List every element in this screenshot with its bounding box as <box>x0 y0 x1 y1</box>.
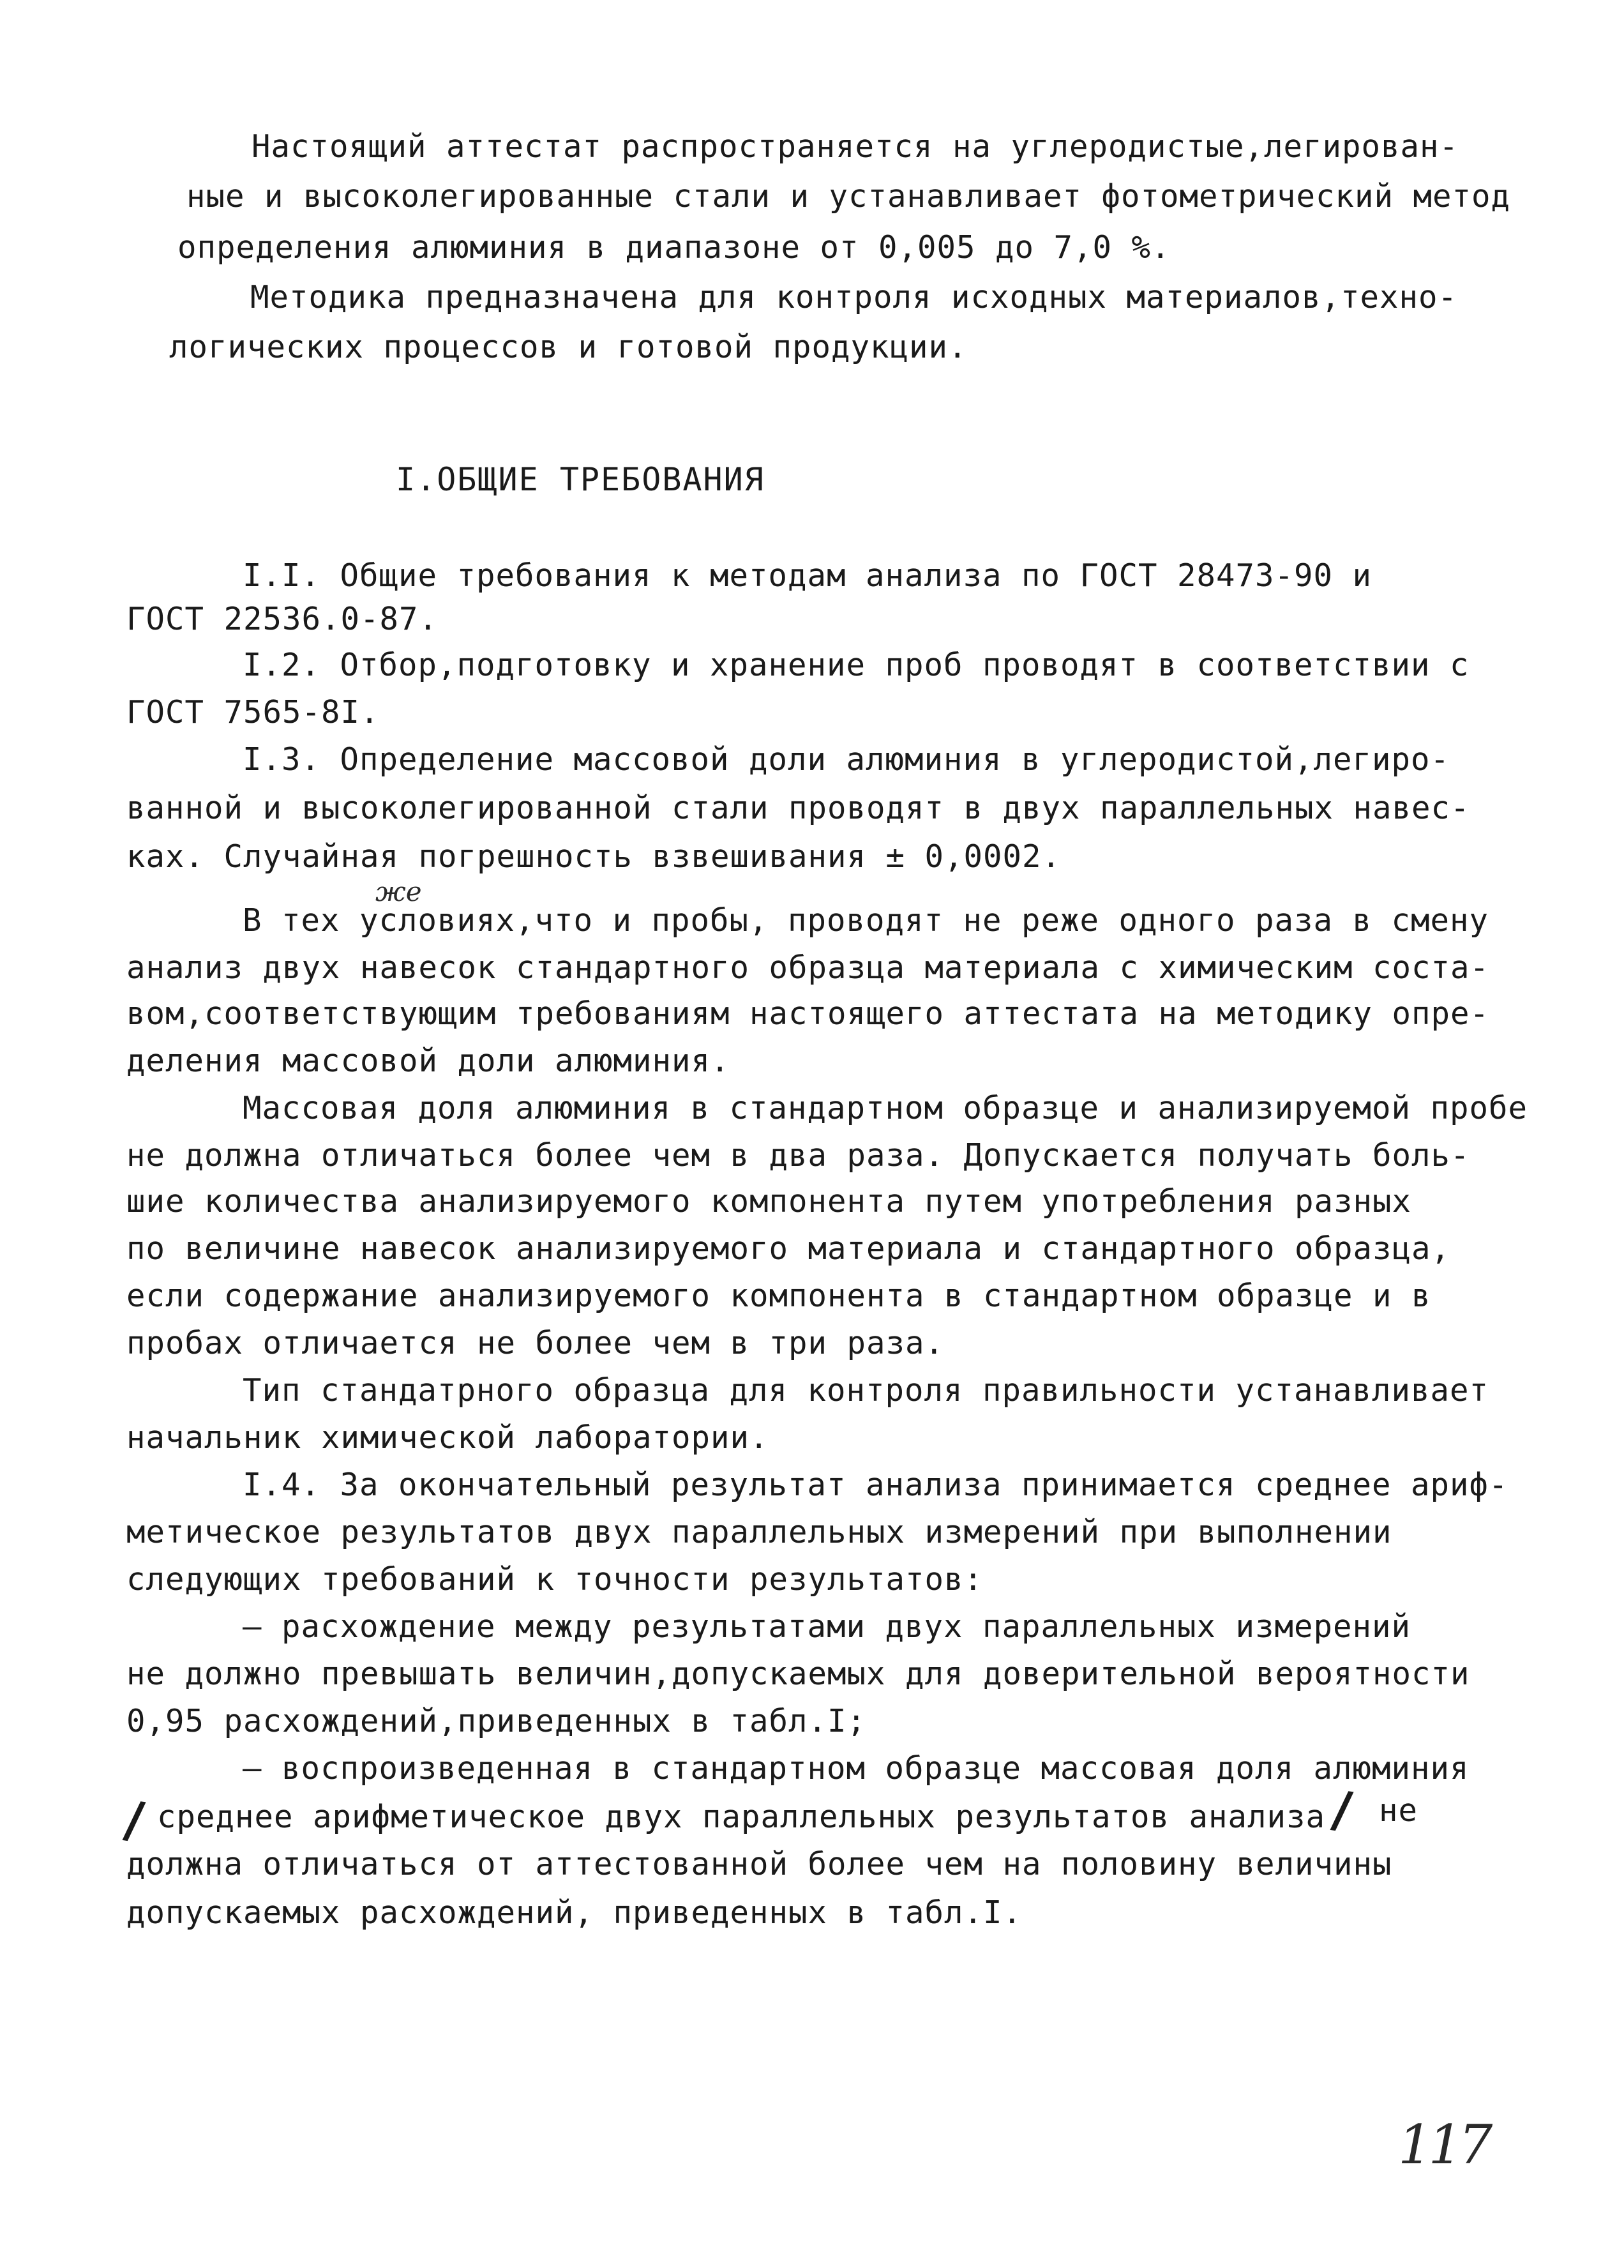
text-line: Методика предназначена для контроля исходных материалов,техно- <box>250 279 1458 315</box>
bracket-close: / <box>1328 1780 1355 1840</box>
text-line: I.4. За окончательный результат анализа принимается среднее ариф- <box>243 1467 1508 1503</box>
text-line: логических процессов и готовой продукции. <box>169 329 968 365</box>
text-line: ванной и высоколегированной стали проводят в двух параллельных навес- <box>126 790 1470 826</box>
text-line: должна отличаться от аттестованной более чем на половину величины <box>126 1846 1392 1882</box>
text-line: ные и высоколегированные стали и устанавливает фотометрический метод <box>186 178 1511 215</box>
text-line: I.2. Отбор,подготовку и хранение проб проводят в соответствии с <box>243 647 1470 683</box>
text-line: Массовая доля алюминия в стандартном образце и анализируемой пробе <box>243 1090 1528 1126</box>
text-line: не должно превышать величин,допускаемых для доверительной вероятности <box>126 1656 1470 1692</box>
page-number: 117 <box>1398 2113 1489 2176</box>
text-line: допускаемых расхождений, приведенных в табл.I. <box>126 1894 1023 1931</box>
bracket-open: / <box>121 1790 147 1850</box>
text-line: вом,соответствующим требованиям настоящего аттестата на методику опре- <box>126 995 1490 1032</box>
text-line: – воспроизведенная в стандартном образце массовая доля алюминия <box>243 1750 1470 1787</box>
text-line: шие количества анализируемого компонента путем употребления разных <box>126 1183 1412 1220</box>
text-line: следующих требований к точности результатов: <box>126 1561 984 1598</box>
text-line: Настоящий аттестат распространяется на углеродистые,легирован- <box>252 128 1459 165</box>
text-line: не должна отличаться более чем в два раза. Допускается получать боль- <box>126 1137 1470 1174</box>
text-line: ГОСТ 22536.0-87. <box>126 601 439 637</box>
text-line: анализ двух навесок стандартного образца материала с химическим соста- <box>126 949 1490 986</box>
text-line: не <box>1379 1792 1418 1829</box>
text-line: пробах отличается не более чем в три раза. <box>126 1325 945 1361</box>
text-line: метическое результатов двух параллельных измерений при выполнении <box>126 1514 1392 1550</box>
text-line: ках. Случайная погрешность взвешивания ± 0,0002. <box>126 838 1062 875</box>
handwritten-insertion: же <box>375 876 422 907</box>
text-line: В тех условиях,что и пробы, проводят не реже одного раза в смену <box>243 902 1489 939</box>
text-line: ГОСТ 7565-8I. <box>126 694 380 730</box>
text-line: 0,95 расхождений,приведенных в табл.I; <box>126 1703 867 1739</box>
text-line: – расхождение между результатами двух параллельных измерений <box>243 1608 1411 1645</box>
text-line: если содержание анализируемого компонента в стандартном образце и в <box>126 1278 1431 1314</box>
text-line: I.I. Общие требования к методам анализа по ГОСТ 28473-90 и <box>243 557 1372 594</box>
text-line: начальник химической лаборатории. <box>126 1419 769 1456</box>
text-line: деления массовой доли алюминия. <box>126 1043 730 1079</box>
section-title: I.ОБЩИЕ ТРЕБОВАНИЯ <box>396 461 765 498</box>
text-line: по величине навесок анализируемого материала и стандартного образца, <box>126 1230 1451 1267</box>
text-line: определения алюминия в диапазоне от 0,005 до 7,0 %. <box>177 229 1171 266</box>
text-line: I.3. Определение массовой доли алюминия в углеродистой,легиро- <box>243 741 1450 778</box>
text-line: Тип стандатрного образца для контроля правильности устанавливает <box>243 1372 1489 1409</box>
text-line: среднее арифметическое двух параллельных результатов анализа <box>157 1799 1326 1835</box>
